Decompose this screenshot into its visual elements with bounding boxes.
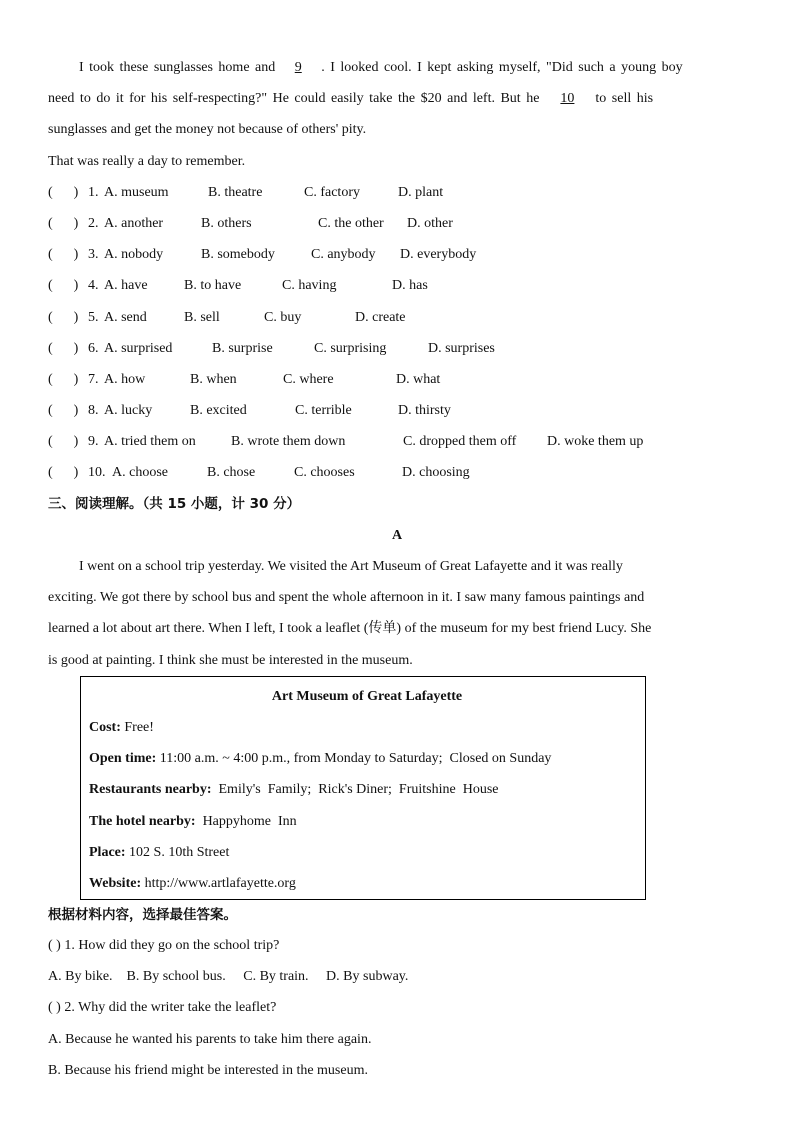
answer-paren[interactable]: ( ) bbox=[48, 184, 79, 200]
question-number: 4. bbox=[88, 278, 99, 294]
leaflet-value: Happyhome Inn bbox=[195, 813, 297, 829]
leaflet-label: Cost: bbox=[89, 719, 121, 735]
option-a: A. lucky bbox=[104, 403, 153, 419]
reading-line: I went on a school trip yesterday. We visited the Art Museum of Great Lafayette and it was really bbox=[79, 559, 623, 574]
passage-text: . I looked cool. I kept asking myself, "Did such a young boy bbox=[321, 60, 683, 75]
question-number: 1. bbox=[88, 184, 99, 200]
option-d: D. everybody bbox=[400, 247, 477, 263]
option-a: A. museum bbox=[104, 184, 169, 200]
option-c: C. surprising bbox=[314, 340, 387, 356]
answer-paren[interactable]: ( ) bbox=[48, 371, 79, 387]
leaflet-label: The hotel nearby: bbox=[89, 813, 196, 829]
option-c: C. terrible bbox=[295, 403, 352, 419]
cloze-question bbox=[48, 333, 746, 364]
option-d: D. choosing bbox=[402, 465, 470, 481]
leaflet-value: Free! bbox=[120, 719, 154, 735]
question-number: 7. bbox=[88, 371, 99, 387]
reading-line: learned a lot about art there. When I left, I took a leaflet (传单) of the museum for my best friend Lucy. She bbox=[48, 621, 652, 637]
question-number: 5. bbox=[88, 309, 99, 325]
option-d: D. other bbox=[407, 215, 453, 231]
option-a: A. tried them on bbox=[104, 434, 196, 450]
question-stem: ( ) 1. How did they go on the school trip? bbox=[48, 938, 280, 954]
leaflet-row bbox=[89, 806, 645, 837]
leaflet-label: Open time: bbox=[89, 751, 157, 767]
option-d: D. create bbox=[355, 309, 406, 325]
answer-paren[interactable]: ( ) bbox=[48, 465, 79, 481]
option-c: C. buy bbox=[264, 309, 302, 325]
answer-paren[interactable]: ( ) bbox=[48, 215, 79, 231]
leaflet-value[interactable]: http://www.artlafayette.org bbox=[141, 875, 296, 891]
leaflet-value: 102 S. 10th Street bbox=[125, 844, 230, 860]
section-heading: 三、阅读理解。（共 15 小题，计 30 分） bbox=[48, 495, 301, 512]
passage-label: A bbox=[391, 527, 403, 543]
option-b: B. when bbox=[190, 371, 237, 387]
leaflet-rows bbox=[89, 712, 645, 899]
reading-line: exciting. We got there by school bus and spent the whole afternoon in it. I saw many famous paintings and bbox=[48, 590, 645, 606]
cloze-question bbox=[48, 395, 746, 426]
passage-line bbox=[48, 83, 746, 114]
question-option: B. Because his friend might be interested in the museum. bbox=[48, 1062, 368, 1078]
passage-text: I took these sunglasses home and bbox=[79, 60, 276, 75]
blank-9: 9 bbox=[294, 60, 302, 75]
option-b: B. to have bbox=[184, 278, 242, 294]
leaflet-value: 11:00 a.m. ~ 4:00 p.m., from Monday to Saturday; Closed on Sunday bbox=[156, 751, 552, 767]
question-number: 8. bbox=[88, 403, 99, 419]
option-b: B. sell bbox=[184, 309, 220, 325]
cloze-question bbox=[48, 457, 746, 488]
leaflet-label: Restaurants nearby: bbox=[89, 782, 212, 798]
leaflet-row bbox=[89, 868, 645, 899]
option-b: B. excited bbox=[190, 403, 247, 419]
option-b: B. chose bbox=[207, 465, 256, 481]
reading-line: is good at painting. I think she must be interested in the museum. bbox=[48, 652, 413, 668]
option-c: C. chooses bbox=[294, 465, 355, 481]
cloze-question bbox=[48, 208, 746, 239]
passage-text: to sell his bbox=[595, 91, 654, 107]
answer-paren[interactable]: ( ) bbox=[48, 403, 79, 419]
leaflet-value: Emily's Family; Rick's Diner; Fruitshine House bbox=[211, 782, 499, 798]
question-option: A. Because he wanted his parents to take him there again. bbox=[48, 1031, 372, 1047]
cloze-question-list bbox=[48, 177, 746, 489]
leaflet-box bbox=[80, 676, 646, 900]
question-options: A. By bike. B. By school bus. C. By train. D. By subway. bbox=[48, 969, 409, 985]
option-c: C. dropped them off bbox=[403, 434, 517, 450]
option-b: B. surprise bbox=[212, 340, 273, 356]
option-a: A. have bbox=[104, 278, 148, 294]
leaflet-label: Website: bbox=[89, 875, 142, 891]
cloze-question bbox=[48, 177, 746, 208]
cloze-question bbox=[48, 364, 746, 395]
option-c: C. where bbox=[283, 371, 334, 387]
blank-10: 10 bbox=[560, 91, 575, 107]
option-c: C. the other bbox=[318, 215, 384, 231]
option-a: A. how bbox=[104, 371, 146, 387]
option-b: B. others bbox=[201, 215, 252, 231]
question-number: 2. bbox=[88, 215, 99, 231]
passage-line: That was really a day to remember. bbox=[48, 153, 246, 169]
option-c: C. having bbox=[282, 278, 337, 294]
passage-line: sunglasses and get the money not because of others' pity. bbox=[48, 122, 367, 138]
option-b: B. somebody bbox=[201, 247, 275, 263]
option-a: A. another bbox=[104, 215, 164, 231]
instruction: 根据材料内容，选择最佳答案。 bbox=[48, 907, 237, 924]
option-a: A. choose bbox=[112, 465, 168, 481]
option-b: B. theatre bbox=[208, 184, 263, 200]
question-number: 6. bbox=[88, 340, 99, 356]
cloze-question bbox=[48, 270, 746, 301]
question-number: 3. bbox=[88, 247, 99, 263]
leaflet-row bbox=[89, 712, 645, 743]
answer-paren[interactable]: ( ) bbox=[48, 309, 79, 325]
leaflet-row bbox=[89, 774, 645, 805]
option-c: C. factory bbox=[304, 184, 360, 200]
option-d: D. what bbox=[396, 371, 441, 387]
leaflet-row bbox=[89, 837, 645, 868]
document-page bbox=[48, 52, 746, 1086]
question-number: 9. bbox=[88, 434, 99, 450]
option-a: A. surprised bbox=[104, 340, 173, 356]
option-d: D. surprises bbox=[428, 340, 495, 356]
leaflet-title: Art Museum of Great Lafayette bbox=[271, 688, 463, 704]
option-b: B. wrote them down bbox=[231, 434, 346, 450]
question-stem: ( ) 2. Why did the writer take the leaflet? bbox=[48, 1000, 277, 1016]
leaflet-label: Place: bbox=[89, 844, 126, 860]
passage-text: need to do it for his self-respecting?" He could easily take the $20 and left. But he bbox=[48, 91, 540, 107]
answer-paren[interactable]: ( ) bbox=[48, 340, 79, 356]
cloze-question bbox=[48, 239, 746, 270]
answer-paren[interactable]: ( ) bbox=[48, 278, 79, 294]
cloze-question bbox=[48, 426, 746, 457]
option-d: D. has bbox=[392, 278, 428, 294]
option-a: A. nobody bbox=[104, 247, 164, 263]
answer-paren[interactable]: ( ) bbox=[48, 247, 79, 263]
passage-line bbox=[48, 52, 746, 83]
option-d: D. plant bbox=[398, 184, 444, 200]
leaflet-row bbox=[89, 743, 645, 774]
question-number: 10. bbox=[88, 465, 106, 481]
option-a: A. send bbox=[104, 309, 147, 325]
option-d: D. woke them up bbox=[547, 434, 644, 450]
option-c: C. anybody bbox=[311, 247, 376, 263]
cloze-question bbox=[48, 302, 746, 333]
answer-paren[interactable]: ( ) bbox=[48, 434, 79, 450]
option-d: D. thirsty bbox=[398, 403, 451, 419]
